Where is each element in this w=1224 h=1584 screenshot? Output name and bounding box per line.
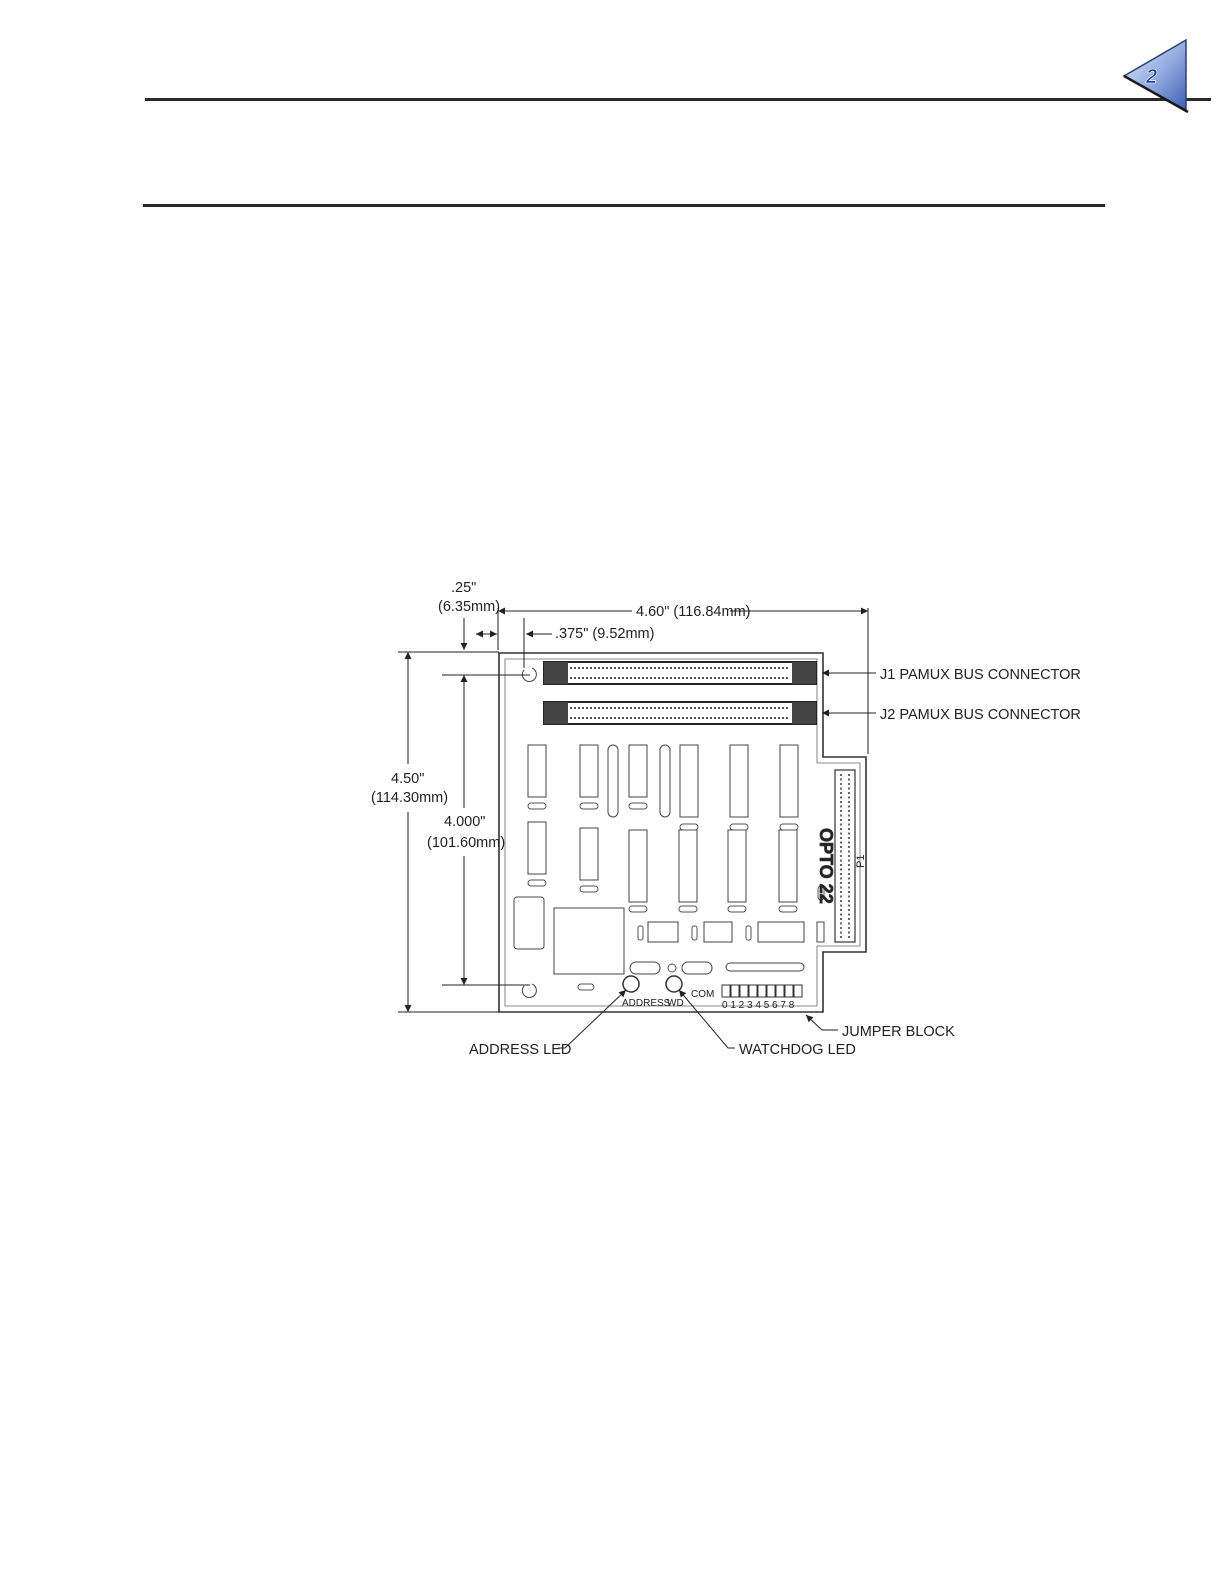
silkscreen-wd: WD xyxy=(667,998,684,1009)
dim-top-offset-in: .25" xyxy=(451,580,477,596)
callout-address-led: ADDRESS LED xyxy=(469,1042,572,1058)
dim-width: 4.60" (116.84mm) xyxy=(636,604,751,620)
callout-jumper-block: JUMPER BLOCK xyxy=(842,1024,955,1040)
dim-height-in: 4.50" xyxy=(391,771,425,787)
dim-height-mm: (114.30mm) xyxy=(371,790,449,806)
ic-chips xyxy=(514,745,824,974)
callout-j2: J2 PAMUX BUS CONNECTOR xyxy=(880,707,1081,723)
p1-header xyxy=(835,770,855,942)
watchdog-led xyxy=(666,976,682,992)
j2-connector xyxy=(544,702,816,724)
dim-hole-offset: .375" (9.52mm) xyxy=(555,626,655,642)
jumper-block xyxy=(722,985,802,997)
brand-silkscreen: OPTO 22 xyxy=(816,828,836,904)
chapter-number: 2 xyxy=(1146,66,1158,88)
silkscreen-com: COM xyxy=(691,989,715,1000)
silkscreen-jumper-numbers: 0 1 2 3 4 5 6 7 8 xyxy=(722,1000,795,1011)
callout-j1: J1 PAMUX BUS CONNECTOR xyxy=(880,667,1081,683)
silkscreen-address: ADDRESS xyxy=(622,998,671,1009)
mounting-hole-bottom xyxy=(522,984,536,997)
p1-label: P1 xyxy=(855,854,867,868)
address-led xyxy=(623,976,639,992)
dim-top-offset-mm: (6.35mm) xyxy=(438,599,501,615)
callout-watchdog-led: WATCHDOG LED xyxy=(739,1042,856,1058)
dim-hole-spacing-mm: (101.60mm) xyxy=(427,835,506,851)
dim-hole-spacing-in: 4.000" xyxy=(444,814,486,830)
j1-connector xyxy=(544,662,816,684)
